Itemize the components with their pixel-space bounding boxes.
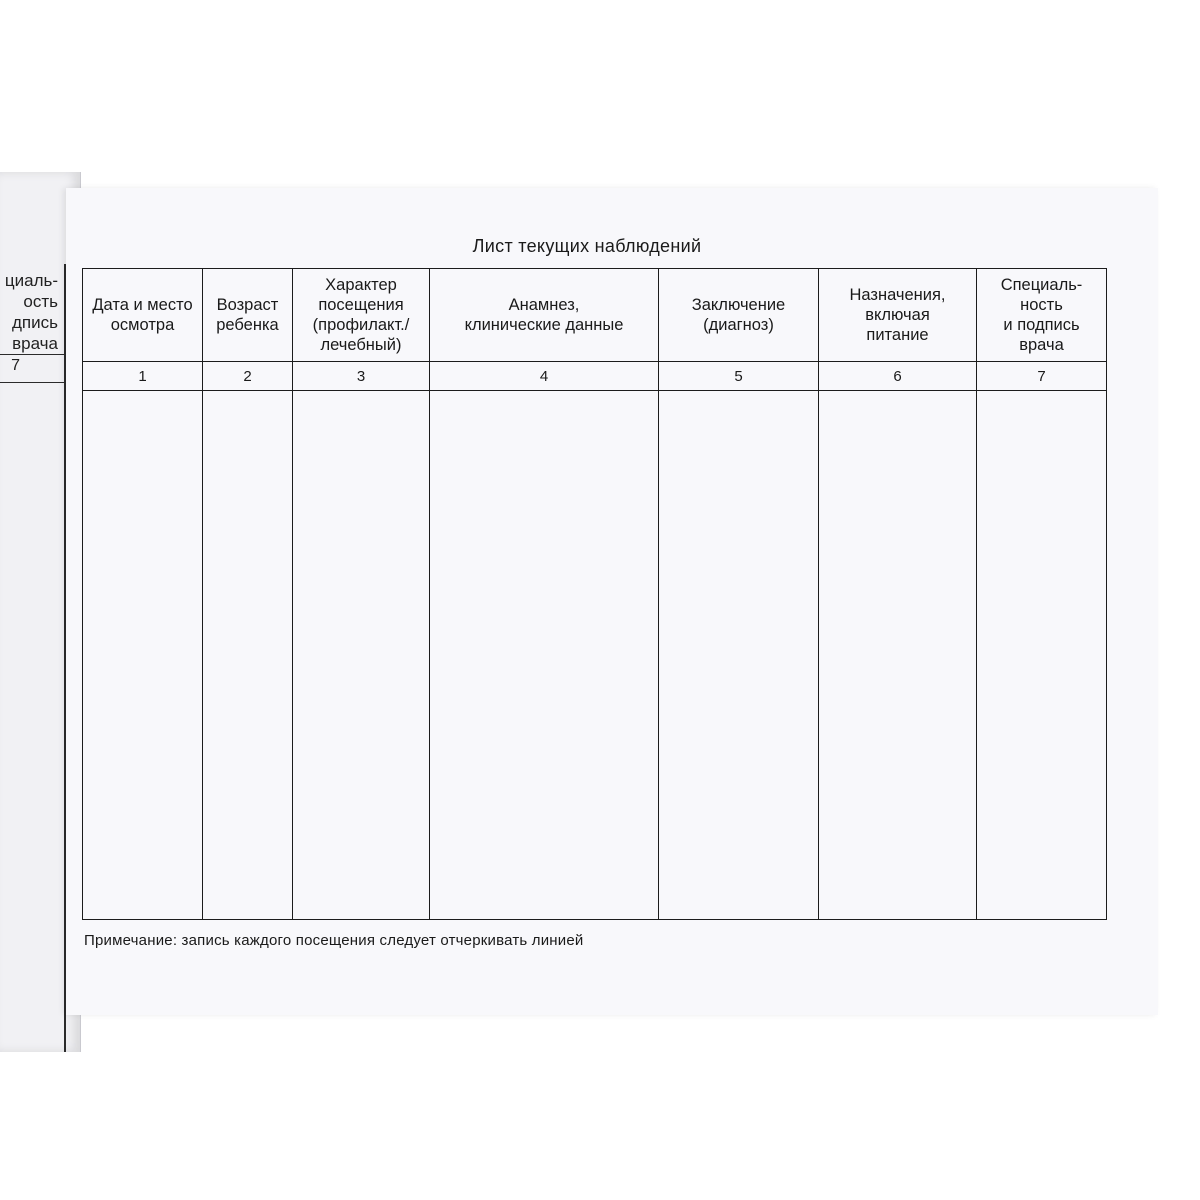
column-header: [83, 269, 203, 362]
column-number: 7: [977, 362, 1107, 391]
entry-cell-diagnosis[interactable]: [659, 391, 819, 920]
entry-cell-visit-type[interactable]: [293, 391, 430, 920]
column-header: [659, 269, 819, 362]
header-row: [83, 269, 1107, 362]
previous-page-header-cell: [0, 264, 64, 355]
column-header: [977, 269, 1107, 362]
column-number-row: [83, 362, 1107, 391]
column-header: [293, 269, 430, 362]
column-number: 3: [293, 362, 430, 391]
previous-page-table: [0, 264, 66, 1052]
column-header-text: Характер посещения (профилакт./ лечебный): [312, 276, 410, 354]
column-number: 5: [659, 362, 819, 391]
column-header: [203, 269, 293, 362]
column-header: [819, 269, 977, 362]
sheet-title: Лист текущих наблюдений: [472, 236, 702, 256]
previous-page-number-cell: [0, 354, 64, 383]
column-header-text: Заключение (диагноз): [691, 296, 786, 334]
entry-cell-anamnesis[interactable]: [430, 391, 659, 920]
column-header-text: Специаль- ность и подпись врача: [1000, 276, 1083, 354]
previous-page-column-number: 7: [11, 357, 20, 374]
column-header-text: Анамнез, клинические данные: [464, 296, 624, 334]
column-header-text: Дата и место осмотра: [92, 296, 193, 334]
observation-sheet: [66, 188, 1158, 1015]
previous-page-header-text: циаль- ость дпись врача: [4, 271, 58, 353]
column-header-text: Назначения, включая питание: [849, 286, 946, 344]
column-number: 2: [203, 362, 293, 391]
column-header: [430, 269, 659, 362]
column-number: 1: [83, 362, 203, 391]
entry-cell-date-place[interactable]: [83, 391, 203, 920]
entry-cell-prescriptions[interactable]: [819, 391, 977, 920]
entry-cell-doctor-signature[interactable]: [977, 391, 1107, 920]
footnote: Примечание: запись каждого посещения следует отчеркивать линией: [84, 932, 584, 949]
entry-cell-age[interactable]: [203, 391, 293, 920]
column-header-text: Возраст ребенка: [216, 296, 279, 334]
observation-table: [82, 268, 1107, 920]
column-number: 4: [430, 362, 659, 391]
entry-area-row: [83, 391, 1107, 920]
column-number: 6: [819, 362, 977, 391]
